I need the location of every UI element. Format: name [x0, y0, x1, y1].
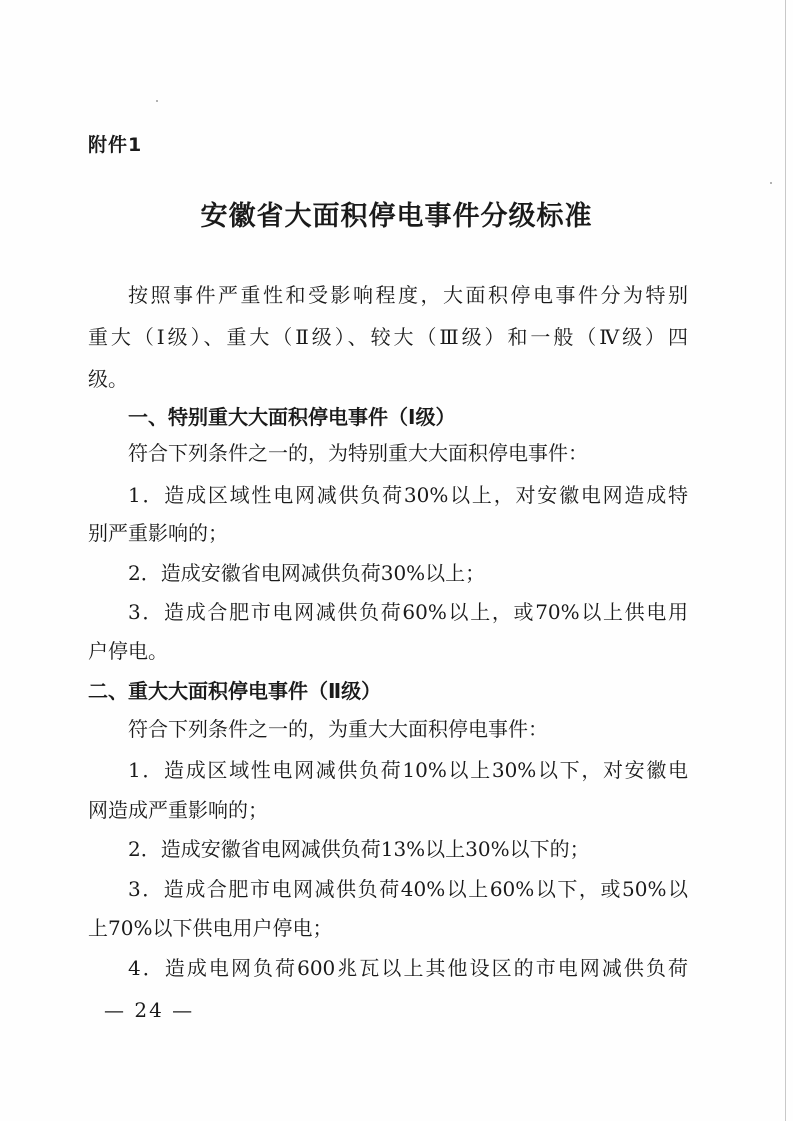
scan-edge-line — [785, 0, 786, 1121]
attachment-label: 附件1 — [88, 134, 143, 156]
level2-heading: 二、重大大面积停电事件（Ⅱ级） — [88, 679, 382, 703]
level1-item3-line1: 3．造成合肥市电网减供负荷60%以上，或70%以上供电用 — [128, 600, 688, 624]
level2-item1-line1: 1．造成区域性电网减供负荷10%以上30%以下，对安徽电 — [128, 758, 688, 782]
intro-line-1: 按照事件严重性和受影响程度，大面积停电事件分为特别 — [128, 283, 688, 307]
level2-item3-line2: 上70%以下供电用户停电； — [88, 916, 333, 940]
level1-item1-line2: 别严重影响的； — [88, 521, 228, 545]
intro-line-2: 重大（Ⅰ级）、重大（Ⅱ级）、较大（Ⅲ级）和一般（Ⅳ级）四 — [88, 325, 688, 349]
intro-line-3: 级。 — [88, 367, 128, 391]
level2-item1-line2: 网造成严重影响的； — [88, 798, 268, 822]
level2-item3-line1: 3．造成合肥市电网减供负荷40%以上60%以下，或50%以 — [128, 877, 688, 901]
level2-item4-line1: 4．造成电网负荷600兆瓦以上其他设区的市电网减供负荷 — [128, 956, 688, 980]
page-number: — 24 — — [104, 998, 195, 1022]
scan-speck — [770, 182, 772, 184]
level2-item2: 2．造成安徽省电网减供负荷13%以上30%以下的； — [128, 837, 590, 861]
level1-condition: 符合下列条件之一的，为特别重大大面积停电事件： — [128, 441, 588, 465]
level2-condition: 符合下列条件之一的，为重大大面积停电事件： — [128, 717, 548, 741]
level1-item2: 2．造成安徽省电网减供负荷30%以上； — [128, 561, 486, 585]
document-title: 安徽省大面积停电事件分级标准 — [200, 201, 593, 232]
scan-speck — [156, 100, 158, 102]
level1-item1-line1: 1．造成区域性电网减供负荷30%以上，对安徽电网造成特 — [128, 483, 688, 507]
level1-heading: 一、特别重大大面积停电事件（Ⅰ级） — [128, 405, 456, 429]
level1-item3-line2: 户停电。 — [88, 639, 168, 663]
